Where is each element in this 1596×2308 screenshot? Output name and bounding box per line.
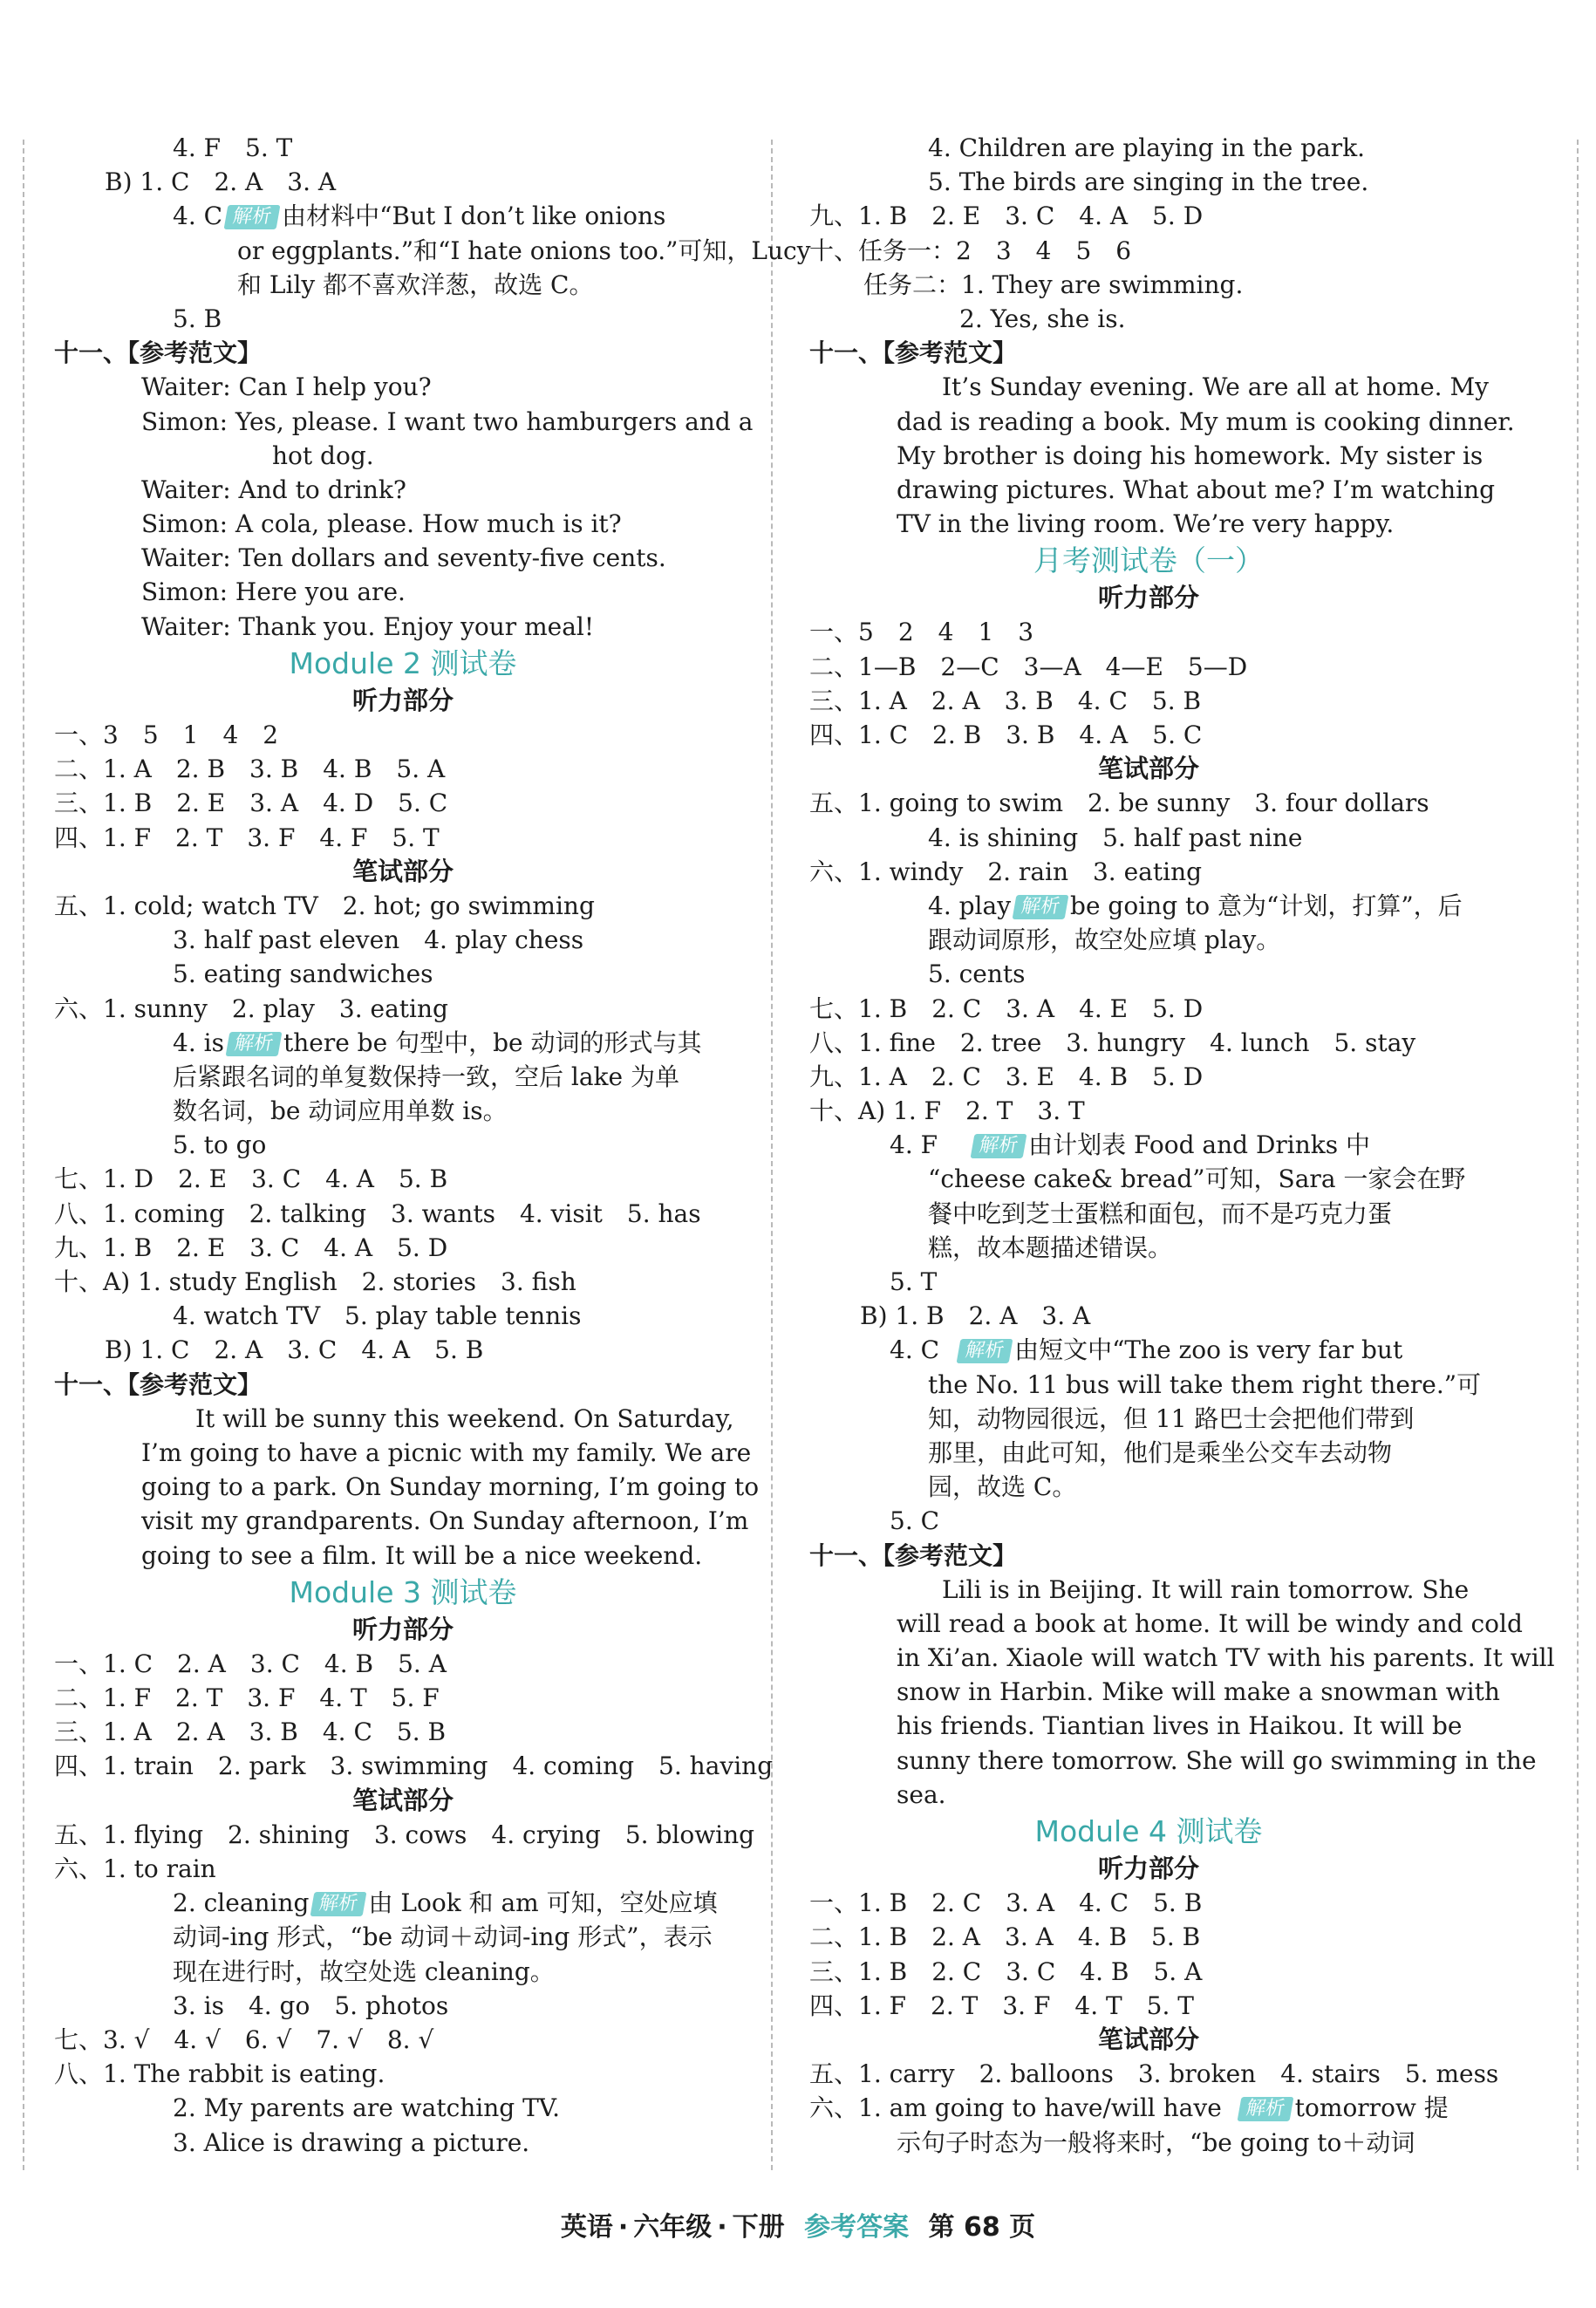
analysis-line: 示句子时态为一般将来时，“be going to＋动词 xyxy=(897,2127,1415,2157)
answer-line: B) 1. C 2. A 3. A xyxy=(105,167,337,197)
essay-line: TV in the living room. We’re very happy. xyxy=(897,509,1395,539)
writing-heading: 笔试部分 xyxy=(351,856,454,886)
analysis-line: 数名词，be 动词应用单数 is。 xyxy=(173,1096,508,1126)
essay-line: going to see a film. It will be a nice weekend. xyxy=(141,1540,703,1570)
answer-line: 4. watch TV 5. play table tennis xyxy=(173,1301,582,1331)
answer-text: 4. play xyxy=(928,891,1012,920)
answer-line: B) 1. C 2. A 3. C 4. A 5. B xyxy=(105,1335,484,1365)
page-footer: 英语 · 六年级 · 下册 参考答案 第 68 页 xyxy=(560,2212,1036,2243)
answer-line: 六、1. windy 2. rain 3. eating xyxy=(809,857,1203,886)
essay-line: Lili is in Beijing. It will rain tomorrow. She xyxy=(942,1574,1470,1604)
answer-line: 2. My parents are watching TV. xyxy=(173,2093,561,2123)
answer-line: 九、1. A 2. C 3. E 4. B 5. D xyxy=(809,1062,1204,1091)
answer-line: 五、1. carry 2. balloons 3. broken 4. stairs 5. mess xyxy=(809,2059,1499,2089)
answer-line: 3. is 4. go 5. photos xyxy=(173,1990,449,2020)
footer-grade: 六年级 xyxy=(633,2212,713,2243)
analysis-line: 园，故选 C。 xyxy=(928,1472,1077,1502)
analysis-text: 由计划表 Food and Drinks 中 xyxy=(1028,1130,1371,1160)
answer-line: 十、任务一：2 3 4 5 6 xyxy=(809,236,1132,265)
answer-line: 三、1. A 2. A 3. B 4. C 5. B xyxy=(809,686,1202,715)
answer-line: 任务二：1. They are swimming. xyxy=(863,270,1244,299)
essay-line: It’s Sunday evening. We are all at home. My xyxy=(942,372,1489,402)
analysis-badge: 解析 xyxy=(224,205,281,229)
answer-line xyxy=(54,1886,752,1920)
analysis-text: be going to 意为“计划，打算”，后 xyxy=(1070,891,1463,920)
essay-line: Waiter: Ten dollars and seventy-five cents. xyxy=(141,543,666,573)
answer-line xyxy=(809,1333,1488,1367)
answer-line: 3. Alice is drawing a picture. xyxy=(173,2127,530,2157)
answer-line: 九、1. B 2. E 3. C 4. A 5. D xyxy=(809,201,1204,231)
analysis-line: 糕，故本题描述错误。 xyxy=(928,1233,1173,1262)
section-title-monthly-test: 月考测试卷（一） xyxy=(1033,543,1264,578)
answer-line: 5. The birds are singing in the tree. xyxy=(928,167,1369,197)
footer-term: 下册 xyxy=(732,2212,785,2243)
left-column xyxy=(54,131,811,2160)
essay-line: his friends. Tiantian lives in Haikou. It will be xyxy=(897,1711,1463,1741)
essay-line: Simon: A cola, please. How much is it? xyxy=(141,509,622,539)
answer-line: 三、1. A 2. A 3. B 4. C 5. B xyxy=(54,1717,447,1747)
analysis-badge: 解析 xyxy=(310,1892,367,1916)
answer-line: 3. half past eleven 4. play chess xyxy=(173,925,584,955)
analysis-badge: 解析 xyxy=(957,1339,1013,1363)
analysis-line: the No. 11 bus will take them right there.”可 xyxy=(928,1369,1482,1399)
answer-line: 三、1. B 2. E 3. A 4. D 5. C xyxy=(54,789,448,818)
writing-heading: 笔试部分 xyxy=(1097,754,1199,784)
answer-line: 四、1. F 2. T 3. F 4. T 5. T xyxy=(809,1990,1194,2020)
right-dashed-rule xyxy=(1577,140,1579,2170)
essay-line: sunny there tomorrow. She will go swimming in the xyxy=(897,1745,1537,1775)
writing-heading: 笔试部分 xyxy=(1097,2024,1199,2054)
analysis-badge: 解析 xyxy=(225,1032,282,1056)
answer-line xyxy=(809,889,1488,923)
answer-text: 2. cleaning xyxy=(173,1888,310,1918)
answer-text: 4. F xyxy=(890,1130,938,1160)
analysis-text: 由短文中“The zoo is very far but xyxy=(1014,1335,1403,1365)
essay-line: Simon: Yes, please. I want two hamburgers and a xyxy=(141,406,754,436)
answer-line: 5. eating sandwiches xyxy=(173,959,433,989)
answer-line: 四、1. F 2. T 3. F 4. F 5. T xyxy=(54,823,440,852)
answer-line: 三、1. B 2. C 3. C 4. B 5. A xyxy=(809,1956,1203,1986)
answer-line: 4. F 5. T xyxy=(173,133,293,162)
answer-line: 七、1. B 2. C 3. A 4. E 5. D xyxy=(809,994,1204,1023)
essay-line: will read a book at home. It will be windy and cold xyxy=(897,1608,1523,1638)
essay-line: sea. xyxy=(897,1779,946,1809)
sample-essay-heading: 十一、【参考范文】 xyxy=(54,1369,263,1399)
analysis-line: 后紧跟名词的单复数保持一致，空后 lake 为单 xyxy=(173,1062,679,1091)
answer-line xyxy=(809,2091,1488,2125)
answer-line: 五、1. going to swim 2. be sunny 3. four dollars xyxy=(809,789,1429,818)
analysis-text: 由 Look 和 am 可知，空处应填 xyxy=(368,1888,718,1918)
answer-line: 一、5 2 4 1 3 xyxy=(809,618,1034,647)
analysis-line: 餐中吃到芝士蛋糕和面包，而不是巧克力蛋 xyxy=(928,1198,1393,1228)
analysis-line: 动词-ing 形式，“be 动词＋动词-ing 形式”，表示 xyxy=(173,1922,713,1952)
middle-dashed-rule xyxy=(771,140,773,2170)
listening-heading: 听力部分 xyxy=(1097,583,1199,613)
analysis-text: there be 句型中，be 动词的形式与其 xyxy=(283,1028,702,1057)
answer-line: 五、1. cold; watch TV 2. hot; go swimming xyxy=(54,891,595,920)
essay-line: snow in Harbin. Mike will make a snowman with xyxy=(897,1677,1500,1707)
answer-line: 五、1. flying 2. shining 3. cows 4. crying 5. blowing xyxy=(54,1820,755,1849)
answer-line: 一、3 5 1 4 2 xyxy=(54,720,279,749)
section-title-module-3: Module 3 测试卷 xyxy=(289,1574,517,1609)
answer-line: 八、1. fine 2. tree 3. hungry 4. lunch 5. stay xyxy=(809,1028,1416,1057)
essay-line: Simon: Here you are. xyxy=(141,577,406,607)
answer-text: 4. C xyxy=(173,201,223,231)
section-title-module-2: Module 2 测试卷 xyxy=(289,645,517,680)
answer-line: 5. T xyxy=(890,1267,938,1296)
analysis-line: or eggplants.”和“I hate onions too.”可知，Lucy xyxy=(237,236,811,265)
answer-text: 4. is xyxy=(173,1028,224,1057)
answer-line: 5. B xyxy=(173,304,222,333)
answer-line: 七、3. √ 4. √ 6. √ 7. √ 8. √ xyxy=(54,2025,434,2054)
listening-heading: 听力部分 xyxy=(351,685,454,715)
answer-line: 一、1. B 2. C 3. A 4. C 5. B xyxy=(809,1888,1203,1918)
answer-line: 十、A) 1. study English 2. stories 3. fish xyxy=(54,1267,576,1296)
sample-essay-heading: 十一、【参考范文】 xyxy=(809,1540,1018,1570)
analysis-line: 跟动词原形，故空处应填 play。 xyxy=(928,925,1281,955)
listening-heading: 听力部分 xyxy=(1097,1854,1199,1883)
sample-essay-heading: 十一、【参考范文】 xyxy=(54,338,263,368)
listening-heading: 听力部分 xyxy=(351,1614,454,1644)
answer-line: 4. Children are playing in the park. xyxy=(928,133,1366,162)
analysis-line: 现在进行时，故空处选 cleaning。 xyxy=(173,1956,555,1986)
answer-line: 二、1. B 2. A 3. A 4. B 5. B xyxy=(809,1922,1201,1952)
answer-line: 5. cents xyxy=(928,959,1026,989)
analysis-line: “cheese cake& bread”可知，Sara 一家会在野 xyxy=(928,1164,1466,1194)
answer-line: 5. to go xyxy=(173,1130,267,1160)
answer-line xyxy=(54,199,752,233)
answer-line xyxy=(54,1026,752,1060)
essay-line: My brother is doing his homework. My sister is xyxy=(897,440,1483,470)
answer-line: B) 1. B 2. A 3. A xyxy=(860,1301,1091,1331)
answer-line: 一、1. C 2. A 3. C 4. B 5. A xyxy=(54,1649,447,1678)
answer-line: 二、1—B 2—C 3—A 4—E 5—D xyxy=(809,652,1248,681)
footer-section: 参考答案 xyxy=(804,2212,910,2243)
answer-line: 八、1. coming 2. talking 3. wants 4. visit 5. has xyxy=(54,1198,701,1228)
essay-line: visit my grandparents. On Sunday afternoon, I’m xyxy=(141,1506,749,1536)
answer-line: 4. is shining 5. half past nine xyxy=(928,823,1303,852)
answer-line: 二、1. F 2. T 3. F 4. T 5. F xyxy=(54,1683,440,1713)
answer-line: 2. Yes, she is. xyxy=(959,304,1126,333)
essay-line: going to a park. On Sunday morning, I’m going to xyxy=(141,1472,760,1502)
essay-line: It will be sunny this weekend. On Saturday, xyxy=(195,1403,734,1433)
left-dashed-rule xyxy=(23,140,24,2170)
page-number: 第 68 页 xyxy=(928,2212,1036,2243)
essay-line: dad is reading a book. My mum is cooking dinner. xyxy=(897,406,1515,436)
essay-line: Waiter: Can I help you? xyxy=(141,372,432,402)
sample-essay-heading: 十一、【参考范文】 xyxy=(809,338,1018,368)
answer-line: 七、1. D 2. E 3. C 4. A 5. B xyxy=(54,1164,448,1194)
essay-line: I’m going to have a picnic with my family. We are xyxy=(141,1437,752,1467)
analysis-text: tomorrow 提 xyxy=(1294,2093,1449,2123)
answer-line: 八、1. The rabbit is eating. xyxy=(54,2059,385,2089)
analysis-line: 和 Lily 都不喜欢洋葱，故选 C。 xyxy=(237,270,594,299)
answer-line: 四、1. train 2. park 3. swimming 4. coming 5. having xyxy=(54,1751,774,1781)
analysis-badge: 解析 xyxy=(971,1134,1027,1158)
essay-line: Waiter: Thank you. Enjoy your meal! xyxy=(141,611,595,641)
answer-text: 六、1. am going to have/will have xyxy=(809,2093,1222,2123)
answer-line: 四、1. C 2. B 3. B 4. A 5. C xyxy=(809,720,1203,749)
answer-line: 5. C xyxy=(890,1506,940,1536)
analysis-badge: 解析 xyxy=(1237,2097,1293,2121)
answer-line: 十、A) 1. F 2. T 3. T xyxy=(809,1096,1085,1126)
analysis-text: 由材料中“But I don’t like onions xyxy=(282,201,666,231)
answer-line: 六、1. to rain xyxy=(54,1854,216,1883)
answer-line xyxy=(809,1128,1488,1162)
footer-subject: 英语 xyxy=(560,2212,613,2243)
answer-text: 4. C xyxy=(890,1335,940,1365)
essay-line: in Xi’an. Xiaole will watch TV with his parents. It will xyxy=(897,1643,1555,1673)
essay-line: hot dog. xyxy=(272,440,374,470)
section-title-module-4: Module 4 测试卷 xyxy=(1034,1814,1263,1848)
analysis-line: 知，动物园很远，但 11 路巴士会把他们带到 xyxy=(928,1403,1415,1433)
analysis-line: 那里，由此可知，他们是乘坐公交车去动物 xyxy=(928,1437,1393,1467)
analysis-badge: 解析 xyxy=(1013,895,1069,919)
answer-line: 九、1. B 2. E 3. C 4. A 5. D xyxy=(54,1233,448,1262)
essay-line: Waiter: And to drink? xyxy=(141,475,406,504)
answer-line: 二、1. A 2. B 3. B 4. B 5. A xyxy=(54,755,446,784)
writing-heading: 笔试部分 xyxy=(351,1785,454,1815)
right-column xyxy=(809,131,1555,2160)
answer-line: 六、1. sunny 2. play 3. eating xyxy=(54,994,448,1023)
essay-line: drawing pictures. What about me? I’m watching xyxy=(897,475,1496,504)
